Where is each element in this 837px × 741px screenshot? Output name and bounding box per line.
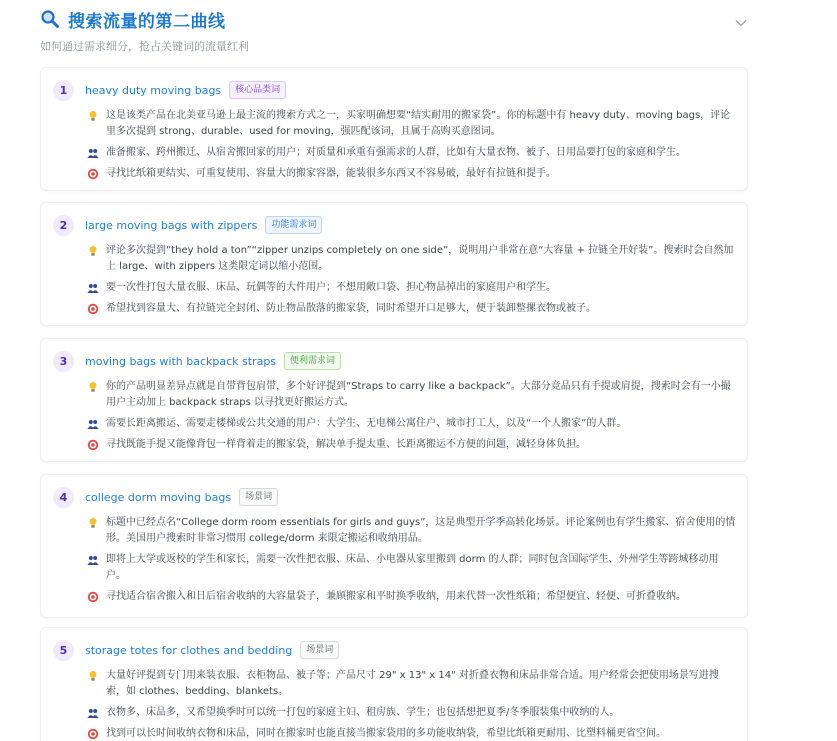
card-number: 2: [53, 215, 74, 236]
audience-line: 需要长距离搬运、需要走楼梯或公共交通的用户：大学生、无电梯公寓住户、城市打工人，以及“一个人搬家”的人群。: [87, 416, 737, 432]
goal-line: 希望找到容量大、有拉链完全封闭、防止物品散落的搬家袋，同时希望开口足够大，便于装卸整摞衣物或被子。: [87, 301, 737, 317]
keyword-card: [40, 202, 748, 326]
section-header: [40, 8, 760, 56]
goal-line: 寻找比纸箱更结实、可重复使用、容量大的搬家容器，能装很多东西又不容易破，最好有拉链和提手。: [87, 166, 737, 182]
page-subtitle: 如何通过需求细分，抢占关键词的流量红利: [40, 40, 249, 53]
card-number: 5: [53, 640, 74, 661]
audience-line: 衣物多、床品多，又希望换季时可以统一打包的家庭主妇、租房族、学生；也包括想把夏季/冬季服装集中收纳的人。: [87, 705, 737, 721]
keyword-text: college dorm moving bags: [85, 490, 232, 504]
keyword-tag: 场景词: [300, 641, 339, 659]
lightbulb-icon: [87, 381, 99, 393]
audience-line: 即将上大学或返校的学生和家长，需要一次性把衣服、床品、小电器从家里搬到 dorm 的人群；同时包含国际学生、外州学生等跨城移动用户。: [87, 552, 737, 584]
chevron-down-icon[interactable]: [734, 16, 748, 30]
users-icon: [87, 147, 99, 159]
target-icon: [87, 303, 99, 315]
audience-line: 准备搬家、跨州搬迁、从宿舍搬回家的用户；对质量和承重有强需求的人群，比如有大量衣物、被子、日用品要打包的家庭和学生。: [87, 145, 737, 161]
lightbulb-icon: [87, 670, 99, 682]
keyword-card: [40, 67, 748, 191]
card-number: 1: [53, 80, 74, 101]
card-number: 4: [53, 487, 74, 508]
keyword-card: [40, 338, 748, 462]
lightbulb-icon: [87, 517, 99, 529]
insight-line: 这是该类产品在北美亚马逊上最主流的搜索方式之一，买家明确想要“结实耐用的搬家袋”。你的标题中有 heavy duty、moving bags，评论里多次提到 strong、durable、used for moving，强匹配该词，且属于高购买意图词。: [87, 108, 737, 140]
keyword-card: [40, 474, 748, 618]
users-icon: [87, 707, 99, 719]
keyword-tag: 功能需求词: [265, 216, 322, 234]
card-number: 3: [53, 351, 74, 372]
keyword-text: large moving bags with zippers: [85, 218, 258, 232]
page-title: 搜索流量的第二曲线: [68, 11, 226, 32]
goal-line: 寻找适合宿舍搬入和日后宿舍收纳的大容量袋子，兼顾搬家和平时换季收纳，用来代替一次性纸箱；希望便宜、轻便、可折叠收纳。: [87, 589, 737, 605]
lightbulb-icon: [87, 110, 99, 122]
insight-line: 你的产品明显差异点就是自带背包肩带，多个好评提到“Straps to carry like a backpack”。大部分竞品只有手提或肩提，搜索时会有一小撮用户主动加上 backpack straps 以寻找更好搬运方式。: [87, 379, 737, 411]
keyword-text: moving bags with backpack straps: [85, 354, 277, 368]
audience-line: 要一次性打包大量衣服、床品、玩偶等的大件用户；不想用敞口袋、担心物品掉出的家庭用户和学生。: [87, 280, 737, 296]
keyword-text: storage totes for clothes and bedding: [85, 643, 293, 657]
magnifier-icon: [40, 9, 60, 29]
users-icon: [87, 282, 99, 294]
keyword-tag: 场景词: [239, 488, 278, 506]
target-icon: [87, 439, 99, 451]
target-icon: [87, 728, 99, 740]
insight-line: 评论多次提到“they hold a ton”“zipper unzips completely on one side”，说明用户非常在意“大容量 + 拉链全开好装”。搜索时会自然加上 large、with zippers 这类限定词以缩小范围。: [87, 243, 737, 275]
users-icon: [87, 418, 99, 430]
keyword-tag: 核心品类词: [229, 81, 286, 99]
target-icon: [87, 591, 99, 603]
insight-line: 标题中已经点名“College dorm room essentials for girls and guys”，这是典型开学季高转化场景。评论案例也有学生搬家、宿舍使用的情形。美国用户搜索时非常习惯用 college/dorm 来限定搬运和收纳用品。: [87, 515, 737, 547]
lightbulb-icon: [87, 245, 99, 257]
goal-line: 找到可以长时间收纳衣物和床品，同时在搬家时也能直接当搬家袋用的多功能收纳袋，希望比纸箱更耐用、比塑料桶更省空间。: [87, 726, 737, 741]
keyword-text: heavy duty moving bags: [85, 83, 222, 97]
goal-line: 寻找既能手提又能像背包一样背着走的搬家袋，解决单手提太重、长距离搬运不方便的问题，减轻身体负担。: [87, 437, 737, 453]
insight-line: 大量好评提到专门用来装衣服、衣柜物品、被子等；产品尺寸 29" x 13" x 14" 对折叠衣物和床品非常合适。用户经常会把使用场景写进搜索，如 clothes、bedding、blankets。: [87, 668, 737, 700]
keyword-card: [40, 627, 748, 741]
users-icon: [87, 554, 99, 566]
keyword-tag: 便利需求词: [284, 352, 341, 370]
target-icon: [87, 168, 99, 180]
